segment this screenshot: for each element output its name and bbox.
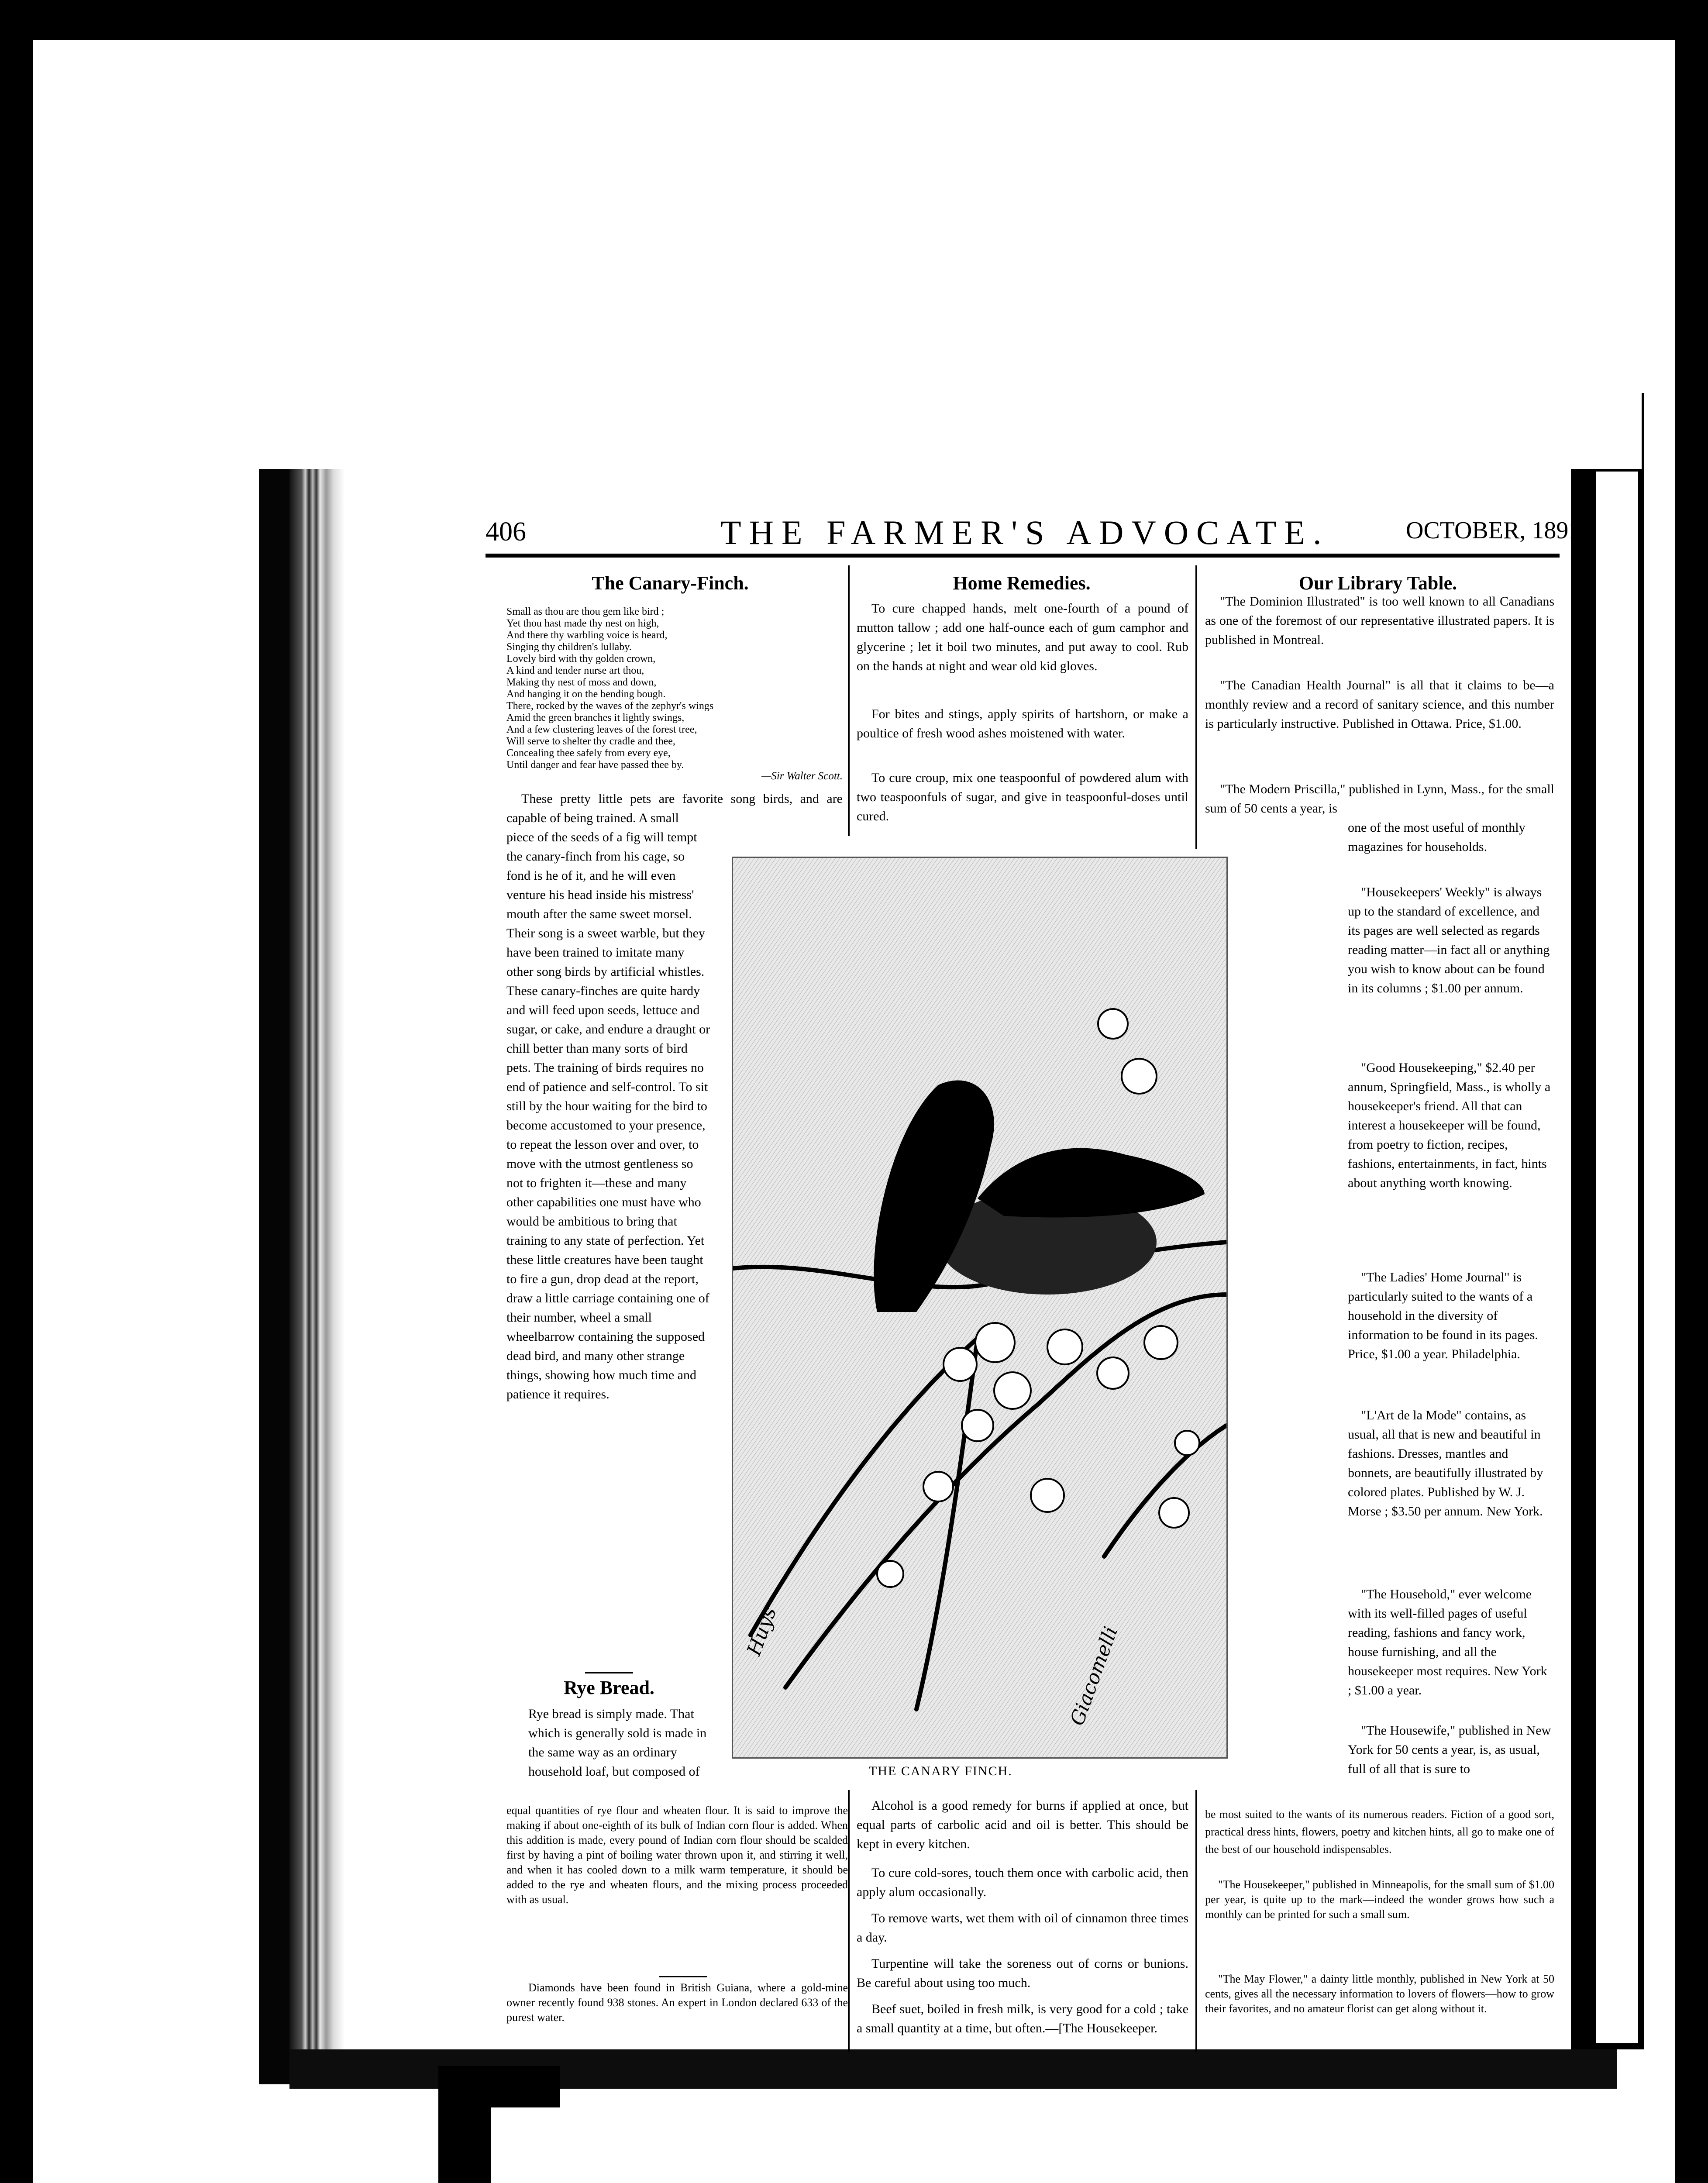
signature-right: Giacomelli — [1066, 1624, 1123, 1728]
masthead-title: THE FARMER'S ADVOCATE. — [720, 513, 1329, 551]
signature-left: Huys — [743, 1604, 781, 1659]
library-p5: "Good Housekeeping," $2.40 per annum, Springfield, Mass., is wholly a housekeeper's friend. All that can interest a housekeeper will be found, from poetry to fiction, recipes, fashions, entertainments, in fact, hints about anything worth knowing. — [1348, 1061, 1551, 1190]
facing-page-sliver — [1642, 393, 1670, 1790]
canary-body: piece of the seeds of a fig will tempt the canary-finch from his cage, so fond is he of it, and he will even venture his head inside his mistress' mouth after the same sweet morsel. Their song is a sweet warble, but they have been trained to imitate many other song birds by artificial whistles. These canary-finches are quite hardy and will feed upon seeds, lettuce and sugar, or cake, and endure a draught or chill better than many sorts of bird pets. The training of birds requires no end of patience and self-control. To sit still by the hour waiting for the bird to become accustomed to your presence, to repeat the lesson over and over, to move with the utmost gentleness so not to frighten it—these and many other capabilities one must have who would be ambitious to bring that training to any state of perfection. Yet these little creatures have been taught to fire a gun, drop dead at the report, draw a little carriage containing one of their number, wheel a small wheelbarrow containing the supposed dead bird, and many other strange things, showing how much time and patience it requires. — [506, 830, 710, 1401]
film-border-left — [0, 40, 33, 2183]
book-clamp-corner — [472, 2066, 560, 2107]
book-spine — [259, 469, 289, 2084]
library-p3b: one of the most useful of monthly magazines for households. — [1348, 820, 1525, 854]
library-p7: "L'Art de la Mode" contains, as usual, all that is new and beautiful in fashions. Dresses, mantles and bonnets, are beautifully illustrated by colored plates. Published by W. J. Morse ; $3.50 per annum. New York. — [1348, 1408, 1543, 1518]
film-border-right — [1675, 40, 1708, 2183]
remedies-p5: To cure cold-sores, touch them once with carbolic acid, then apply alum occasionally. — [857, 1866, 1188, 1899]
remedies-p8: Beef suet, boiled in fresh milk, is very good for a cold ; take a small quantity at a time, but often.—[The Housekeeper. — [857, 2002, 1188, 2035]
library-p6: "The Ladies' Home Journal" is particularly suited to the wants of a household in the diversity of information to be found in its pages. Price, $1.00 a year. Philadelphia. — [1348, 1270, 1538, 1361]
column-rule-2 — [1195, 565, 1197, 849]
illustration-caption: THE CANARY FINCH. — [869, 1764, 1012, 1778]
library-p9a: "The Housewife," published in New York for 50 cents a year, is, as usual, full of all that is sure to — [1348, 1723, 1551, 1776]
diamonds-body: Diamonds have been found in British Guiana, where a gold-mine owner recently found 938 stones. An expert in London declared 633 of the purest water. — [506, 1981, 848, 2024]
library-p8: "The Household," ever welcome with its well-filled pages of useful reading, fashions and fancy work, house furnishing, and all the housekeeper most requires. New York ; $1.00 a year. — [1348, 1587, 1547, 1698]
section-rule — [585, 1672, 633, 1673]
poem-attribution: —Sir Walter Scott. — [761, 770, 843, 782]
remedies-p3: To cure croup, mix one teaspoonful of powdered alum with two teaspoonfuls of sugar, and give in teaspoonful-doses until cured. — [857, 771, 1188, 823]
section-rule-2 — [659, 1976, 707, 1977]
page-number: 406 — [486, 517, 526, 547]
library-heading: Our Library Table. — [1298, 572, 1457, 594]
library-p9b: be most suited to the wants of its numerous readers. Fiction of a good sort, practical dress hints, flowers, poetry and kitchen hints, all go to make one of the best of our household indispensables. — [1205, 1808, 1554, 1856]
library-p3a: "The Modern Priscilla," published in Lynn, Mass., for the small sum of 50 cents a year, is — [1205, 782, 1554, 816]
book-page-edges — [289, 469, 412, 2049]
column-rule-3 — [848, 1790, 850, 2052]
gutter-gap — [1596, 472, 1638, 2043]
canary-finch-engraving — [732, 857, 1228, 1759]
rye-body: Rye bread is simply made. That which is generally sold is made in the same way as an ordinary household loaf, but composed of — [528, 1707, 707, 1779]
engraving-artwork — [733, 858, 1226, 1757]
library-p2: "The Canadian Health Journal" is all that it claims to be—a monthly review and a record of sanitary science, and this number is particularly instructive. Published in Ottawa. Price, $1.00. — [1205, 678, 1554, 731]
library-p1: "The Dominion Illustrated" is too well known to all Canadians as one of the foremost of our representative illustrated papers. It is published in Montreal. — [1205, 594, 1554, 647]
issue-date: OCTOBER, 1891 — [1406, 517, 1581, 544]
library-p4: "Housekeepers' Weekly" is always up to the standard of excellence, and its pages are well selected as regards reading matter—in fact all or anything you wish to know about can be found in its columns ; $1.00 per annum. — [1348, 885, 1550, 995]
remedies-heading: Home Remedies. — [953, 572, 1091, 594]
rye-heading: Rye Bread. — [564, 1677, 654, 1698]
film-border-top — [0, 0, 1708, 40]
column-rule-4 — [1195, 1790, 1197, 2052]
column-rule-1 — [848, 565, 850, 836]
remedies-p7: Turpentine will take the soreness out of corns or bunions. Be careful about using too much. — [857, 1956, 1188, 1990]
remedies-p4: Alcohol is a good remedy for burns if applied at once, but equal parts of carbolic acid and oil is better. This should be kept in every kitchen. — [857, 1798, 1188, 1851]
canary-heading: The Canary-Finch. — [592, 572, 749, 594]
masthead-rule — [486, 554, 1560, 558]
library-p11: "The May Flower," a dainty little monthly, published in New York at 50 cents, gives all the necessary information to lovers of flowers—how to grow their favorites, and no amateur florist can get along without it. — [1205, 1973, 1554, 2015]
rye-body-cont: equal quantities of rye flour and wheaten flour. It is said to improve the making if about one-eighth of its bulk of Indian corn flour is added. When this addition is made, every pound of Indian corn flour should be scalded first by having a pint of boiling water thrown upon it, and stirring it well, and when it has cooled down to a milk warm temperature, it should be added to the rye and wheaten flours, and the mixing process proceeded with as usual. — [506, 1804, 848, 1906]
remedies-p2: For bites and stings, apply spirits of hartshorn, or make a poultice of fresh wood ashes moistened with water. — [857, 707, 1188, 740]
canary-intro: These pretty little pets are favorite song birds, and are capable of being trained. A small — [506, 792, 843, 825]
remedies-p1: To cure chapped hands, melt one-fourth of a pound of mutton tallow ; add one half-ounce each of gum camphor and glycerine ; let it boil two minutes, and put away to cool. Rub on the hands at night and wear old kid gloves. — [857, 601, 1188, 673]
canary-poem: Small as thou are thou gem like bird ; Yet thou hast made thy nest on high, And there thy warbling voice is heard, Singing thy children's lullaby. Lovely bird with thy golden crown, A kind and tender nurse art thou, Making thy nest of moss and down, And hanging it on the bending bough. There, rocked by the waves of the zephyr's wings Amid the green branches it lightly swings, And a few clustering leaves of the forest tree, Will serve to shelter thy cradle and thee, Concealing thee safely from every eye, Until danger and fear have passed thee by. — [506, 606, 714, 771]
library-p10: "The Housekeeper," published in Minneapolis, for the small sum of $1.00 per year, is quite up to the mark—indeed the wonder grows how such a monthly can be printed for such a small sum. — [1205, 1878, 1554, 1921]
remedies-p6: To remove warts, wet them with oil of cinnamon three times a day. — [857, 1911, 1188, 1945]
